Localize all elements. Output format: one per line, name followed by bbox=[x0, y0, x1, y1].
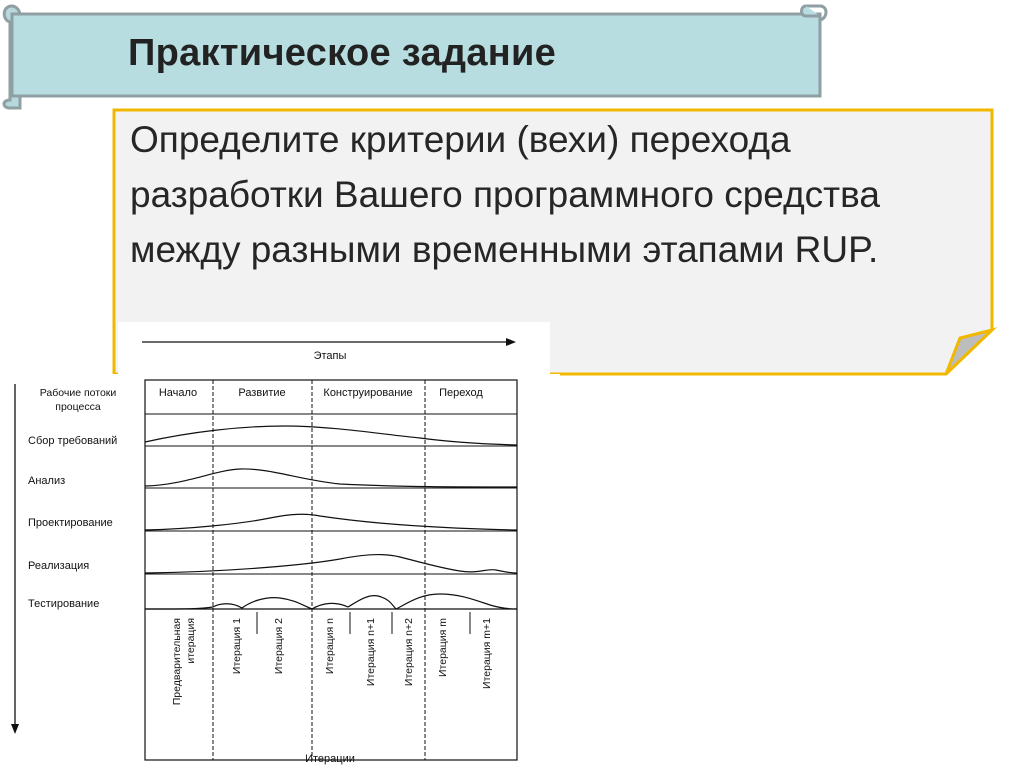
phases-axis-label: Этапы bbox=[313, 350, 347, 362]
iteration-preliminary-line1: Предварительная bbox=[171, 618, 183, 706]
iteration-preliminary-line2: итерация bbox=[185, 618, 197, 664]
phase-construction: Конструирование bbox=[323, 387, 413, 399]
workflow-design: Проектирование bbox=[28, 517, 113, 529]
workflow-requirements: Сбор требований bbox=[28, 435, 118, 447]
phase-transition: Переход bbox=[439, 387, 483, 399]
phase-inception: Начало bbox=[158, 387, 198, 399]
iterations-axis-label: Итерации bbox=[305, 753, 355, 765]
workflows-header-line2: процесса bbox=[55, 401, 101, 413]
iteration-n-plus-1: Итерация n+1 bbox=[365, 618, 377, 687]
workflow-analysis: Анализ bbox=[28, 475, 66, 487]
iteration-2: Итерация 2 bbox=[273, 618, 285, 675]
rup-diagram bbox=[0, 322, 560, 767]
task-text: Определите критерии (вехи) перехода разработки Вашего программного средства между разными временными этапами RUP. bbox=[130, 119, 880, 270]
slide-title: Практическое задание bbox=[128, 32, 557, 74]
workflow-testing: Тестирование bbox=[28, 598, 100, 610]
iteration-n: Итерация n bbox=[324, 618, 336, 675]
iteration-m: Итерация m bbox=[437, 618, 449, 677]
phase-elaboration: Развитие bbox=[238, 387, 286, 399]
iteration-m-plus-1: Итерация m+1 bbox=[481, 618, 493, 689]
workflows-header-line1: Рабочие потоки bbox=[39, 387, 117, 399]
workflow-implementation: Реализация bbox=[28, 560, 90, 572]
iteration-n-plus-2: Итерация n+2 bbox=[403, 618, 415, 687]
iteration-1: Итерация 1 bbox=[231, 618, 243, 675]
